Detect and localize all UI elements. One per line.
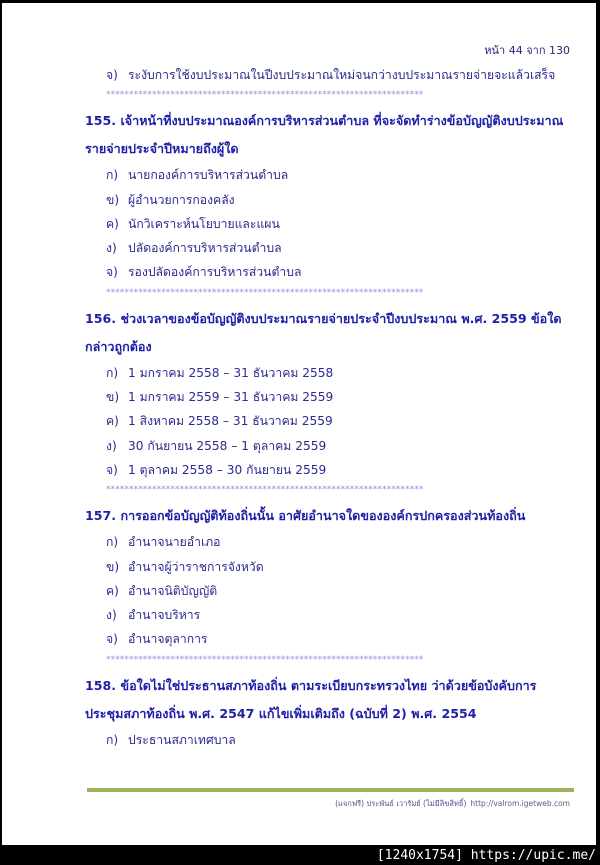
option-letter: ง) (106, 438, 117, 453)
question-156 (85, 303, 585, 361)
option-text: นักวิเคราะห์นโยบายและแผน (128, 216, 280, 231)
answer-option (85, 458, 585, 482)
answer-option (85, 579, 585, 603)
question-text: กล่าวถูกต้อง (85, 338, 152, 354)
footer-credit (335, 798, 570, 810)
option-letter: ก) (106, 168, 119, 183)
option-text: ปลัดองค์การบริหารส่วนตำบล (128, 241, 282, 256)
option-letter: ก) (106, 732, 119, 747)
option-text: นายกองค์การบริหารส่วนตำบล (128, 168, 289, 183)
option-letter: ข) (106, 559, 120, 574)
separator-line: ********************************************************************* (106, 485, 424, 496)
option-text: อำนาจผู้ว่าราชการจังหวัด (128, 559, 264, 574)
option-text: ผู้อำนวยการกองคลัง (128, 192, 235, 207)
separator-line: ********************************************************************* (106, 654, 424, 665)
option-letter: ก) (106, 365, 119, 380)
option-letter: ก) (106, 535, 119, 550)
question-157 (85, 500, 585, 530)
option-letter: ค) (106, 583, 119, 598)
option-letter: ง) (106, 241, 117, 256)
answer-option (85, 236, 585, 260)
answer-option (85, 627, 585, 651)
footer-divider (87, 788, 574, 792)
separator-line: ********************************************************************* (106, 90, 424, 101)
footer-url-link[interactable]: http://valrom.igetweb.com (470, 799, 570, 808)
option-text: อำนาจนิติบัญญัติ (128, 583, 218, 598)
option-letter: จ) (106, 265, 118, 280)
question-content (85, 63, 585, 752)
option-letter: ค) (106, 216, 119, 231)
option-text: 1 มกราคม 2559 – 31 ธันวาคม 2559 (128, 390, 334, 405)
option-letter: ข) (106, 192, 120, 207)
question-text: ประชุมสภาท้องถิ่น พ.ศ. 2547 แก้ไขเพิ่มเติมถึง (ฉบับที่ 2) พ.ศ. 2554 (85, 705, 477, 721)
question-text: 155. เจ้าหน้าที่งบประมาณองค์การบริหารส่วนตำบล ที่จะจัดทำร่างข้อบัญญัติงบประมาณ (85, 113, 564, 129)
option-text: ระงับการใช้งบประมาณในปีงบประมาณใหม่จนกว่างบประมาณรายจ่ายจะแล้วเสร็จ (128, 68, 556, 82)
option-text: ประธานสภาเทศบาล (128, 732, 236, 747)
separator-line: ********************************************************************* (106, 287, 424, 298)
answer-option (85, 163, 585, 187)
question-text: 157. การออกข้อบัญญัติท้องถิ่นนั้น อาศัยอำนาจใดขององค์กรปกครองส่วนท้องถิ่น (85, 508, 526, 524)
option-text: 1 มกราคม 2558 – 31 ธันวาคม 2558 (128, 365, 334, 380)
answer-option (85, 260, 585, 284)
option-letter: ง) (106, 608, 117, 623)
option-text: อำนาจบริหาร (128, 608, 201, 623)
answer-option (85, 530, 585, 554)
option-letter: จ) (106, 68, 118, 82)
option-text: 1 ตุลาคม 2558 – 30 กันยายน 2559 (128, 462, 327, 477)
question-158 (85, 670, 585, 728)
footer-author: (แจกฟรี) ประพันธ์ เวารัมย์ (ไม่มีลิขสิทธิ์) (335, 799, 467, 808)
option-letter: จ) (106, 632, 118, 647)
answer-option (85, 728, 585, 752)
answer-option (85, 603, 585, 627)
question-text: 158. ข้อใดไม่ใช่ประธานสภาท้องถิ่น ตามระเบียบกระทรวงไทย ว่าด้วยข้อบังคับการ (85, 677, 537, 693)
answer-option (85, 409, 585, 433)
option-text: 1 สิงหาคม 2558 – 31 ธันวาคม 2559 (128, 414, 333, 429)
option-letter: ข) (106, 390, 120, 405)
page-number: หน้า 44 จาก 130 (484, 44, 570, 57)
option-letter: ค) (106, 414, 119, 429)
answer-option (85, 434, 585, 458)
question-text: รายจ่ายประจำปีหมายถึงผู้ใด (85, 141, 239, 157)
answer-option (85, 385, 585, 409)
answer-option (85, 361, 585, 385)
option-text: 30 กันยายน 2558 – 1 ตุลาคม 2559 (128, 438, 327, 453)
answer-option (85, 555, 585, 579)
option-letter: จ) (106, 462, 118, 477)
option-text: อำนาจตุลาการ (128, 632, 208, 647)
answer-option (85, 212, 585, 236)
answer-option (85, 63, 585, 87)
question-155 (85, 105, 585, 163)
question-text: 156. ช่วงเวลาของข้อบัญญัติงบประมาณรายจ่ายประจำปีงบประมาณ พ.ศ. 2559 ข้อใด (85, 310, 562, 326)
option-text: รองปลัดองค์การบริหารส่วนตำบล (128, 265, 302, 280)
document-page (2, 3, 596, 845)
image-host-watermark: [1240x1754] https://upic.me/ (376, 848, 596, 863)
answer-option (85, 188, 585, 212)
option-text: อำนาจนายอำเภอ (128, 535, 221, 550)
